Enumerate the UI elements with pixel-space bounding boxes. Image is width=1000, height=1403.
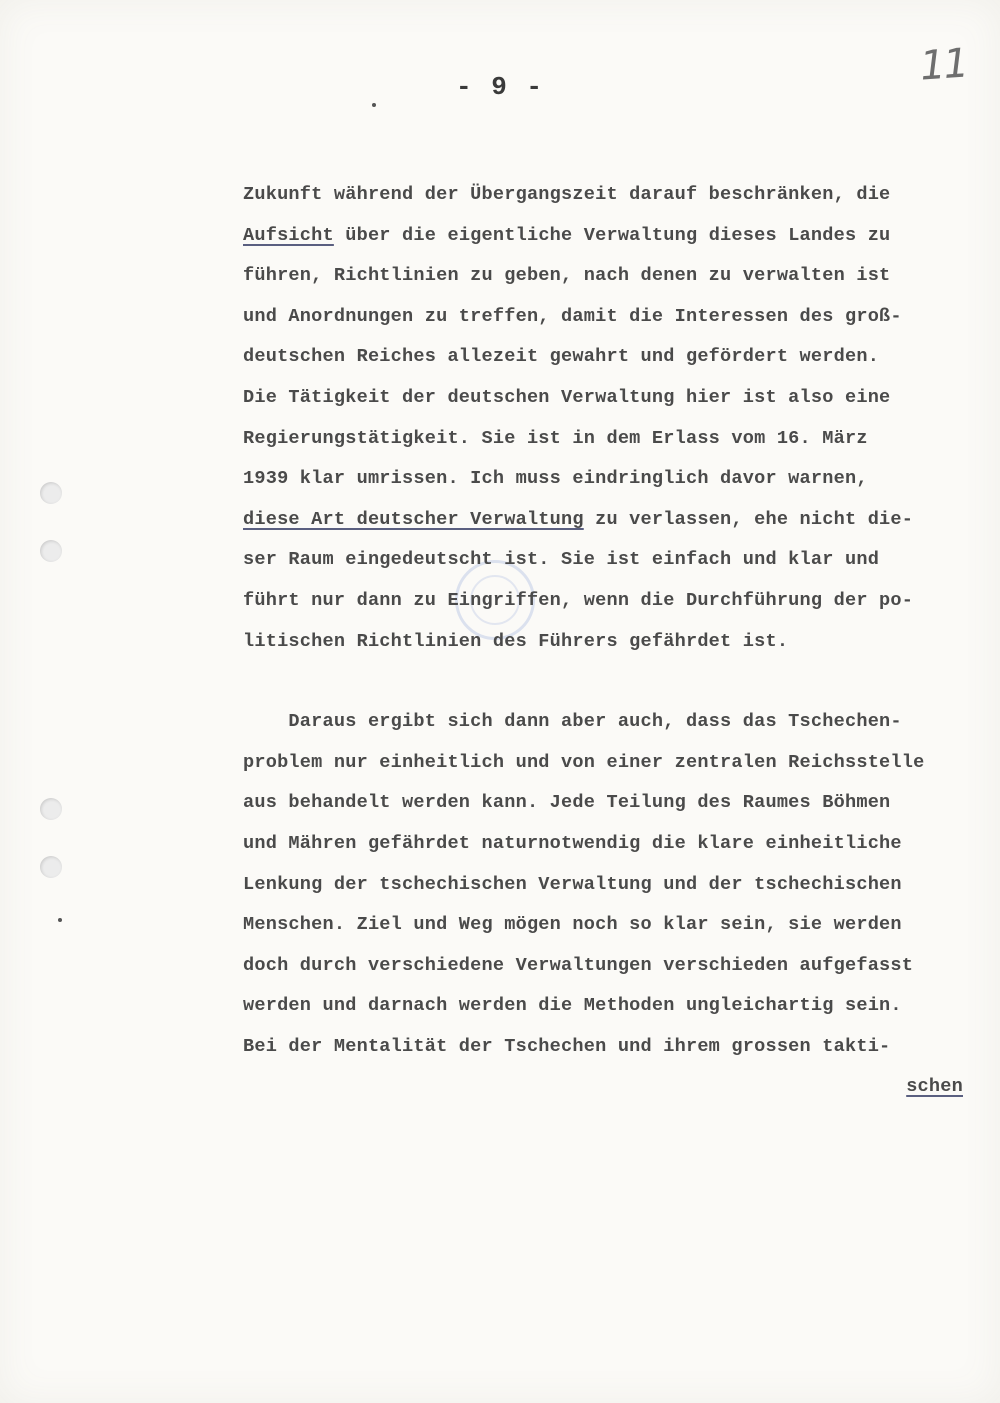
catchword-line: [243, 1067, 973, 1108]
text-segment: Zukunft während der Übergangszeit darauf beschränken, die: [243, 184, 891, 205]
text-segment: Daraus ergibt sich dann aber auch, dass das Tschechen-: [243, 711, 902, 733]
text-segment: Lenkung der tschechischen Verwaltung und der tschechischen: [243, 873, 902, 895]
text-line: [243, 865, 973, 906]
ink-speck: [372, 103, 376, 107]
text-segment: 1939 klar umrissen. Ich muss eindringlich davor warnen,: [243, 468, 868, 490]
text-line: [243, 622, 973, 663]
text-segment: litischen Richtlinien des Führers gefährdet ist.: [243, 630, 789, 652]
text-segment: und Mähren gefährdet naturnotwendig die klare einheitliche: [243, 832, 902, 854]
folio-number: 11: [918, 40, 969, 90]
text-line: [243, 419, 973, 460]
text-segment: Menschen. Ziel und Weg mögen noch so klar sein, sie werden: [243, 914, 902, 936]
text-line: [243, 905, 973, 946]
text-segment: zu verlassen, ehe nicht die-: [583, 508, 914, 530]
text-segment: führt nur dann zu Eingriffen, wenn die Durchführung der po-: [243, 589, 914, 611]
text-line: [243, 175, 973, 216]
text-line: [243, 702, 973, 743]
text-line: [243, 946, 973, 987]
text-segment: führen, Richtlinien zu geben, nach denen zu verwalten ist: [243, 265, 891, 287]
text-segment: ser Raum eingedeutscht ist. Sie ist einfach und klar und: [243, 549, 880, 571]
body-text: [243, 175, 973, 1108]
text-line: [243, 1027, 973, 1068]
text-line: [243, 459, 973, 500]
punch-hole: [40, 540, 62, 562]
text-line: [243, 783, 973, 824]
text-line: [243, 378, 973, 419]
underlined-phrase: diese Art deutscher Verwaltung: [243, 508, 584, 530]
text-line: [243, 337, 973, 378]
paragraph-gap: [243, 662, 973, 702]
text-line: [243, 256, 973, 297]
text-line: [243, 540, 973, 581]
text-segment: deutschen Reiches allezeit gewahrt und gefördert werden.: [243, 346, 880, 368]
text-line: [243, 986, 973, 1027]
text-segment: Bei der Mentalität der Tschechen und ihrem grossen takti-: [243, 1035, 891, 1057]
catchword: schen: [906, 1076, 963, 1098]
text-segment: Die Tätigkeit der deutschen Verwaltung hier ist also eine: [243, 386, 891, 408]
text-segment: werden und darnach werden die Methoden ungleichartig sein.: [243, 995, 902, 1017]
underlined-phrase: Aufsicht: [243, 224, 334, 246]
punch-hole: [40, 856, 62, 878]
page-number: - 9 -: [455, 72, 544, 102]
text-line: [243, 500, 973, 541]
text-line: [243, 581, 973, 622]
text-segment: über die eigentliche Verwaltung dieses Landes zu: [333, 224, 891, 246]
text-segment: und Anordnungen zu treffen, damit die Interessen des groß-: [243, 305, 902, 327]
text-line: [243, 216, 973, 257]
text-line: [243, 824, 973, 865]
ink-speck: [58, 918, 62, 922]
text-line: [243, 743, 973, 784]
text-line: [243, 297, 973, 338]
punch-hole: [40, 482, 62, 504]
punch-hole: [40, 798, 62, 820]
text-segment: doch durch verschiedene Verwaltungen verschieden aufgefasst: [243, 954, 914, 976]
text-segment: aus behandelt werden kann. Jede Teilung des Raumes Böhmen: [243, 792, 891, 814]
text-segment: problem nur einheitlich und von einer zentralen Reichsstelle: [243, 751, 925, 773]
text-segment: Regierungstätigkeit. Sie ist in dem Erlass vom 16. März: [243, 427, 868, 449]
